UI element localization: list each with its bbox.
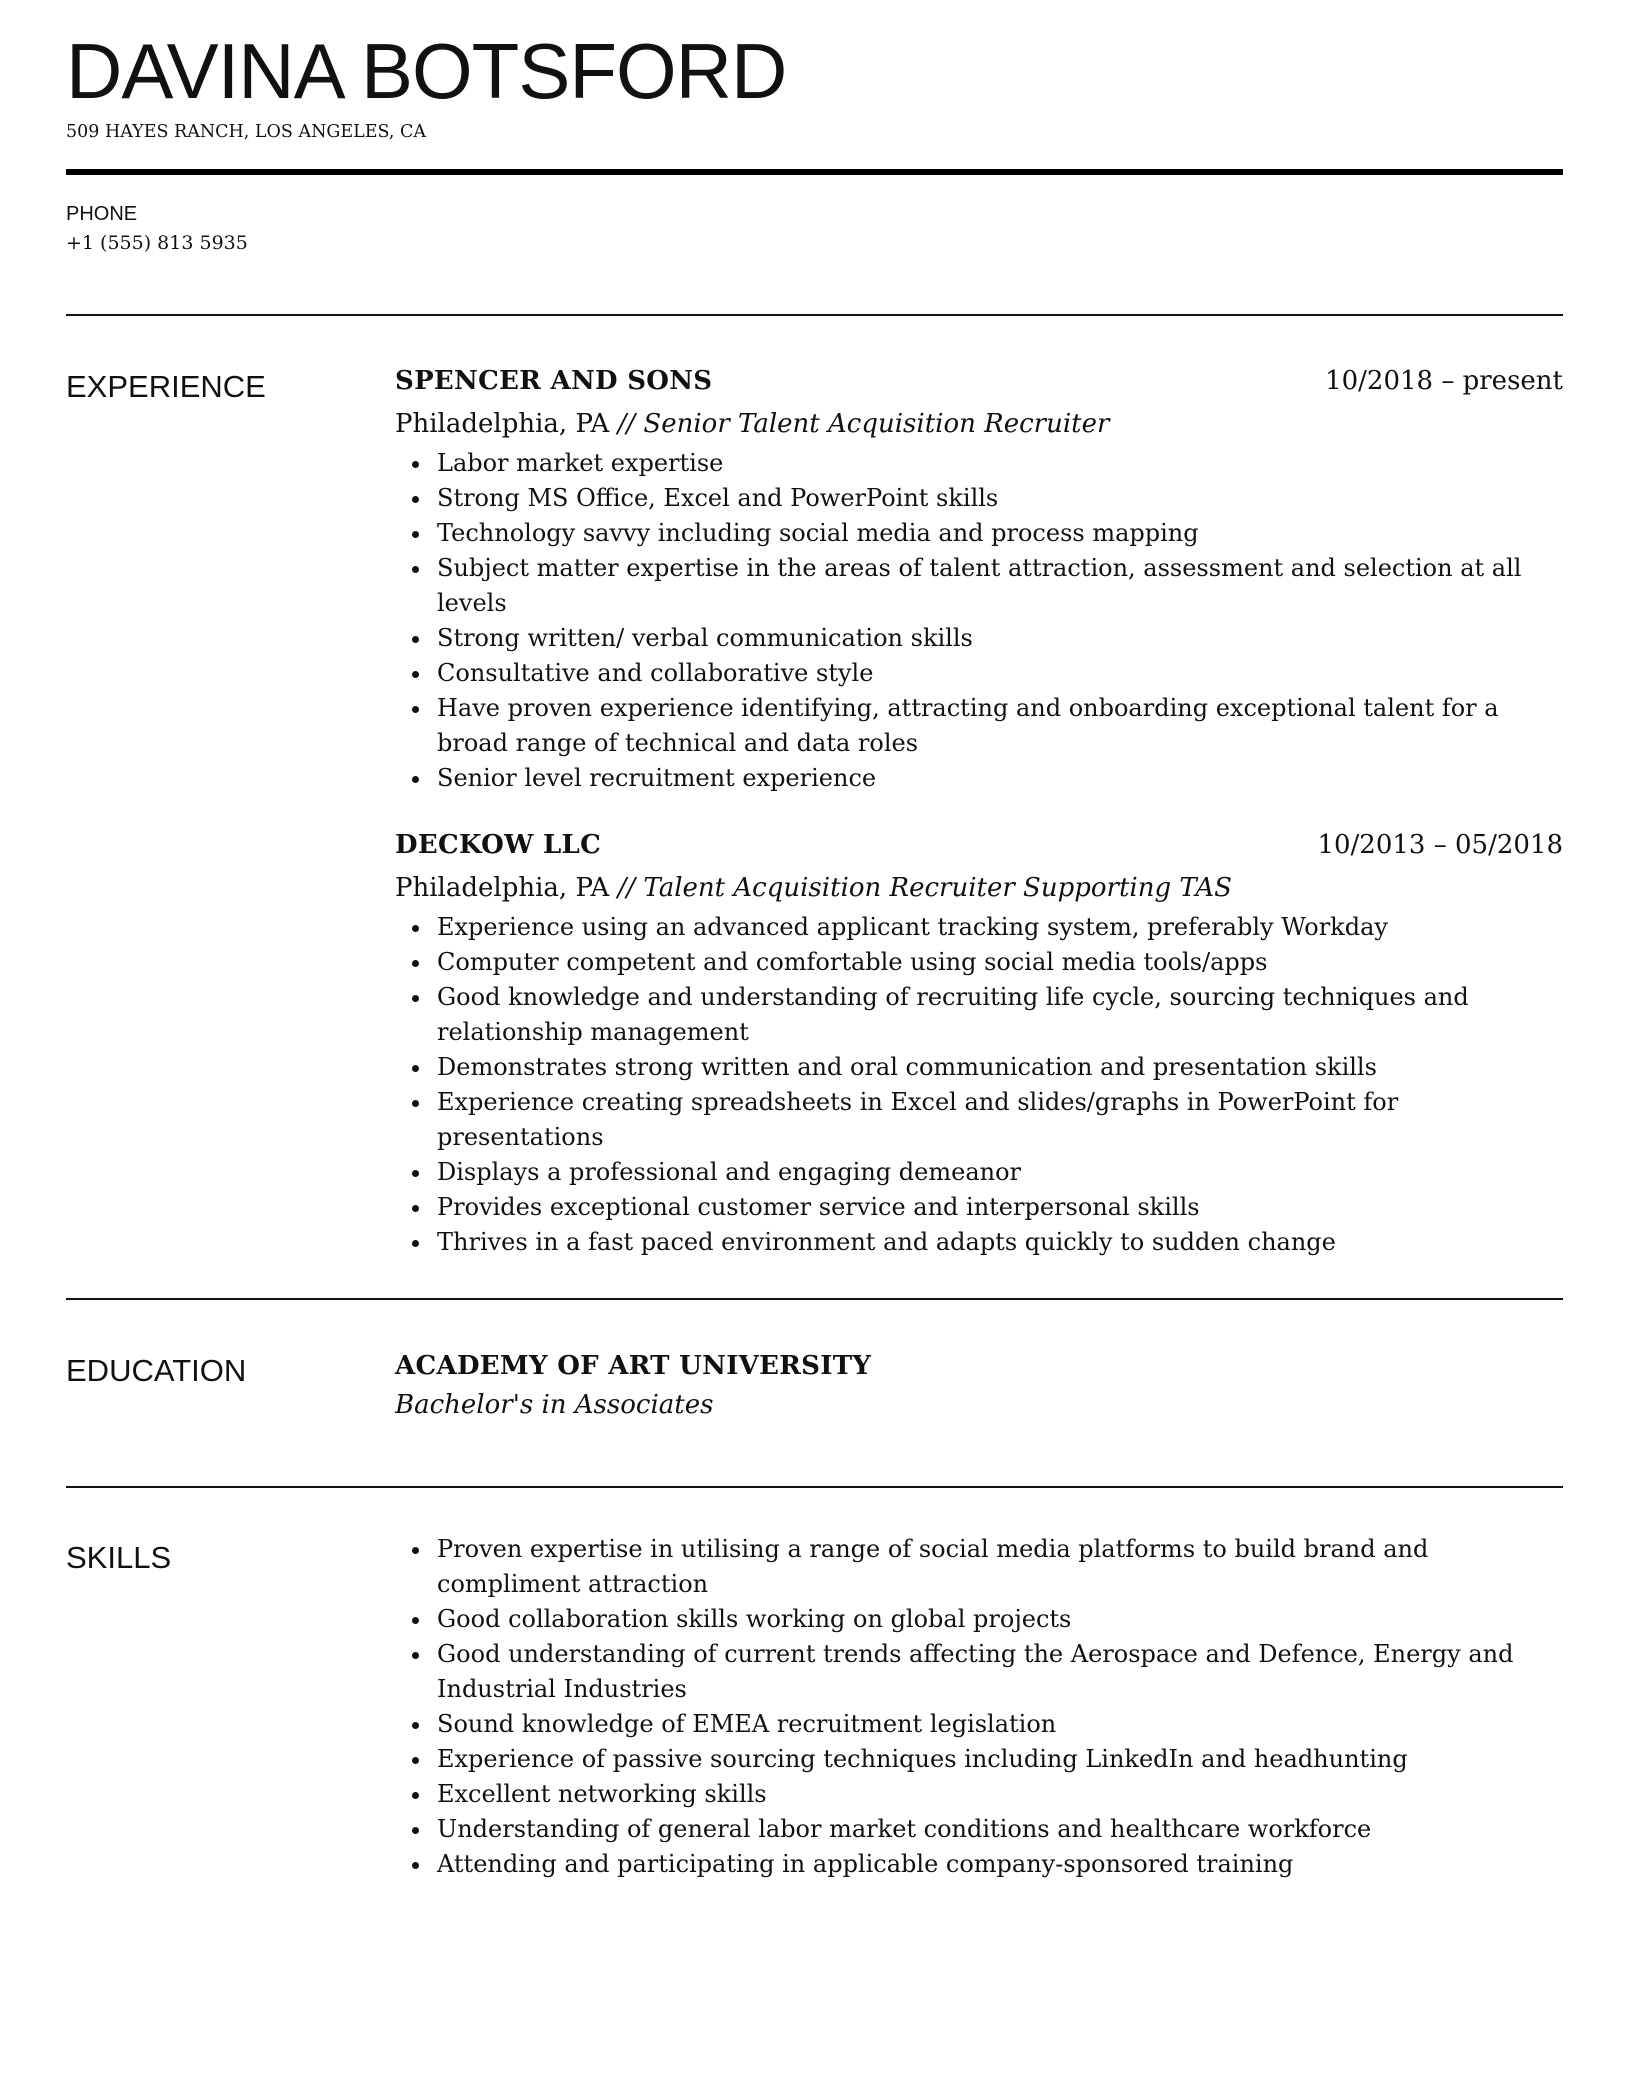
candidate-address: 509 HAYES RANCH, LOS ANGELES, CA: [66, 122, 427, 142]
list-item: Good knowledge and understanding of recruiting life cycle, sourcing techniques and relationship management: [437, 980, 1563, 1050]
job-location: Philadelphia, PA: [395, 873, 610, 903]
skills-entry: [395, 1532, 1563, 1882]
list-item: Excellent networking skills: [437, 1777, 1563, 1812]
list-item: Strong MS Office, Excel and PowerPoint skills: [437, 481, 1563, 516]
job-bullet-list: [395, 910, 1563, 1260]
list-item: Have proven experience identifying, attracting and onboarding exceptional talent for a broad range of technical and data roles: [437, 691, 1563, 761]
list-item: Attending and participating in applicable company-sponsored training: [437, 1847, 1563, 1882]
degree-name: Bachelor's in Associates: [395, 1390, 714, 1420]
list-item: Experience using an advanced applicant tracking system, preferably Workday: [437, 910, 1563, 945]
skills-bullet-list: [395, 1532, 1563, 1882]
list-item: Proven expertise in utilising a range of social media platforms to build brand and compliment attraction: [437, 1532, 1563, 1602]
section-divider: [66, 314, 1563, 316]
section-divider: [66, 1298, 1563, 1300]
education-entry: [395, 1347, 1563, 1425]
list-item: Understanding of general labor market conditions and healthcare workforce: [437, 1812, 1563, 1847]
job-entry: [395, 366, 1563, 796]
job-company: DECKOW LLC: [395, 830, 602, 860]
job-dates: 10/2018 – present: [1325, 366, 1563, 396]
list-item: Subject matter expertise in the areas of talent attraction, assessment and selection at all levels: [437, 551, 1563, 621]
list-item: Experience of passive sourcing techniques including LinkedIn and headhunting: [437, 1742, 1563, 1777]
job-separator: //: [609, 409, 644, 439]
list-item: Experience creating spreadsheets in Excel and slides/graphs in PowerPoint for presentations: [437, 1085, 1563, 1155]
list-item: Sound knowledge of EMEA recruitment legislation: [437, 1707, 1563, 1742]
job-header: [395, 366, 1563, 404]
list-item: Computer competent and comfortable using social media tools/apps: [437, 945, 1563, 980]
job-separator: //: [609, 873, 644, 903]
list-item: Senior level recruitment experience: [437, 761, 1563, 796]
job-header: [395, 830, 1563, 868]
skills-section-title: SKILLS: [66, 1540, 172, 1575]
job-bullet-list: [395, 446, 1563, 796]
list-item: Demonstrates strong written and oral communication and presentation skills: [437, 1050, 1563, 1085]
list-item: Good collaboration skills working on global projects: [437, 1602, 1563, 1637]
job-role: Senior Talent Acquisition Recruiter: [643, 409, 1110, 439]
phone-value: +1 (555) 813 5935: [66, 232, 248, 254]
job-dates: 10/2013 – 05/2018: [1317, 830, 1563, 860]
list-item: Displays a professional and engaging demeanor: [437, 1155, 1563, 1190]
education-section-title: EDUCATION: [66, 1353, 247, 1388]
list-item: Good understanding of current trends affecting the Aerospace and Defence, Energy and Industrial Industries: [437, 1637, 1563, 1707]
candidate-name: DAVINA BOTSFORD: [66, 27, 787, 115]
section-divider: [66, 1486, 1563, 1488]
job-subtitle: [395, 868, 1563, 908]
job-location: Philadelphia, PA: [395, 409, 610, 439]
list-item: Labor market expertise: [437, 446, 1563, 481]
job-entry: [395, 830, 1563, 1260]
experience-section-title: EXPERIENCE: [66, 369, 266, 404]
list-item: Thrives in a fast paced environment and adapts quickly to sudden change: [437, 1225, 1563, 1260]
job-subtitle: [395, 404, 1563, 444]
list-item: Strong written/ verbal communication skills: [437, 621, 1563, 656]
job-role: Talent Acquisition Recruiter Supporting TAS: [643, 873, 1232, 903]
phone-label: PHONE: [66, 203, 138, 225]
list-item: Provides exceptional customer service and interpersonal skills: [437, 1190, 1563, 1225]
header-divider: [66, 169, 1563, 175]
list-item: Consultative and collaborative style: [437, 656, 1563, 691]
school-name: ACADEMY OF ART UNIVERSITY: [395, 1351, 872, 1381]
job-company: SPENCER AND SONS: [395, 366, 713, 396]
list-item: Technology savvy including social media and process mapping: [437, 516, 1563, 551]
